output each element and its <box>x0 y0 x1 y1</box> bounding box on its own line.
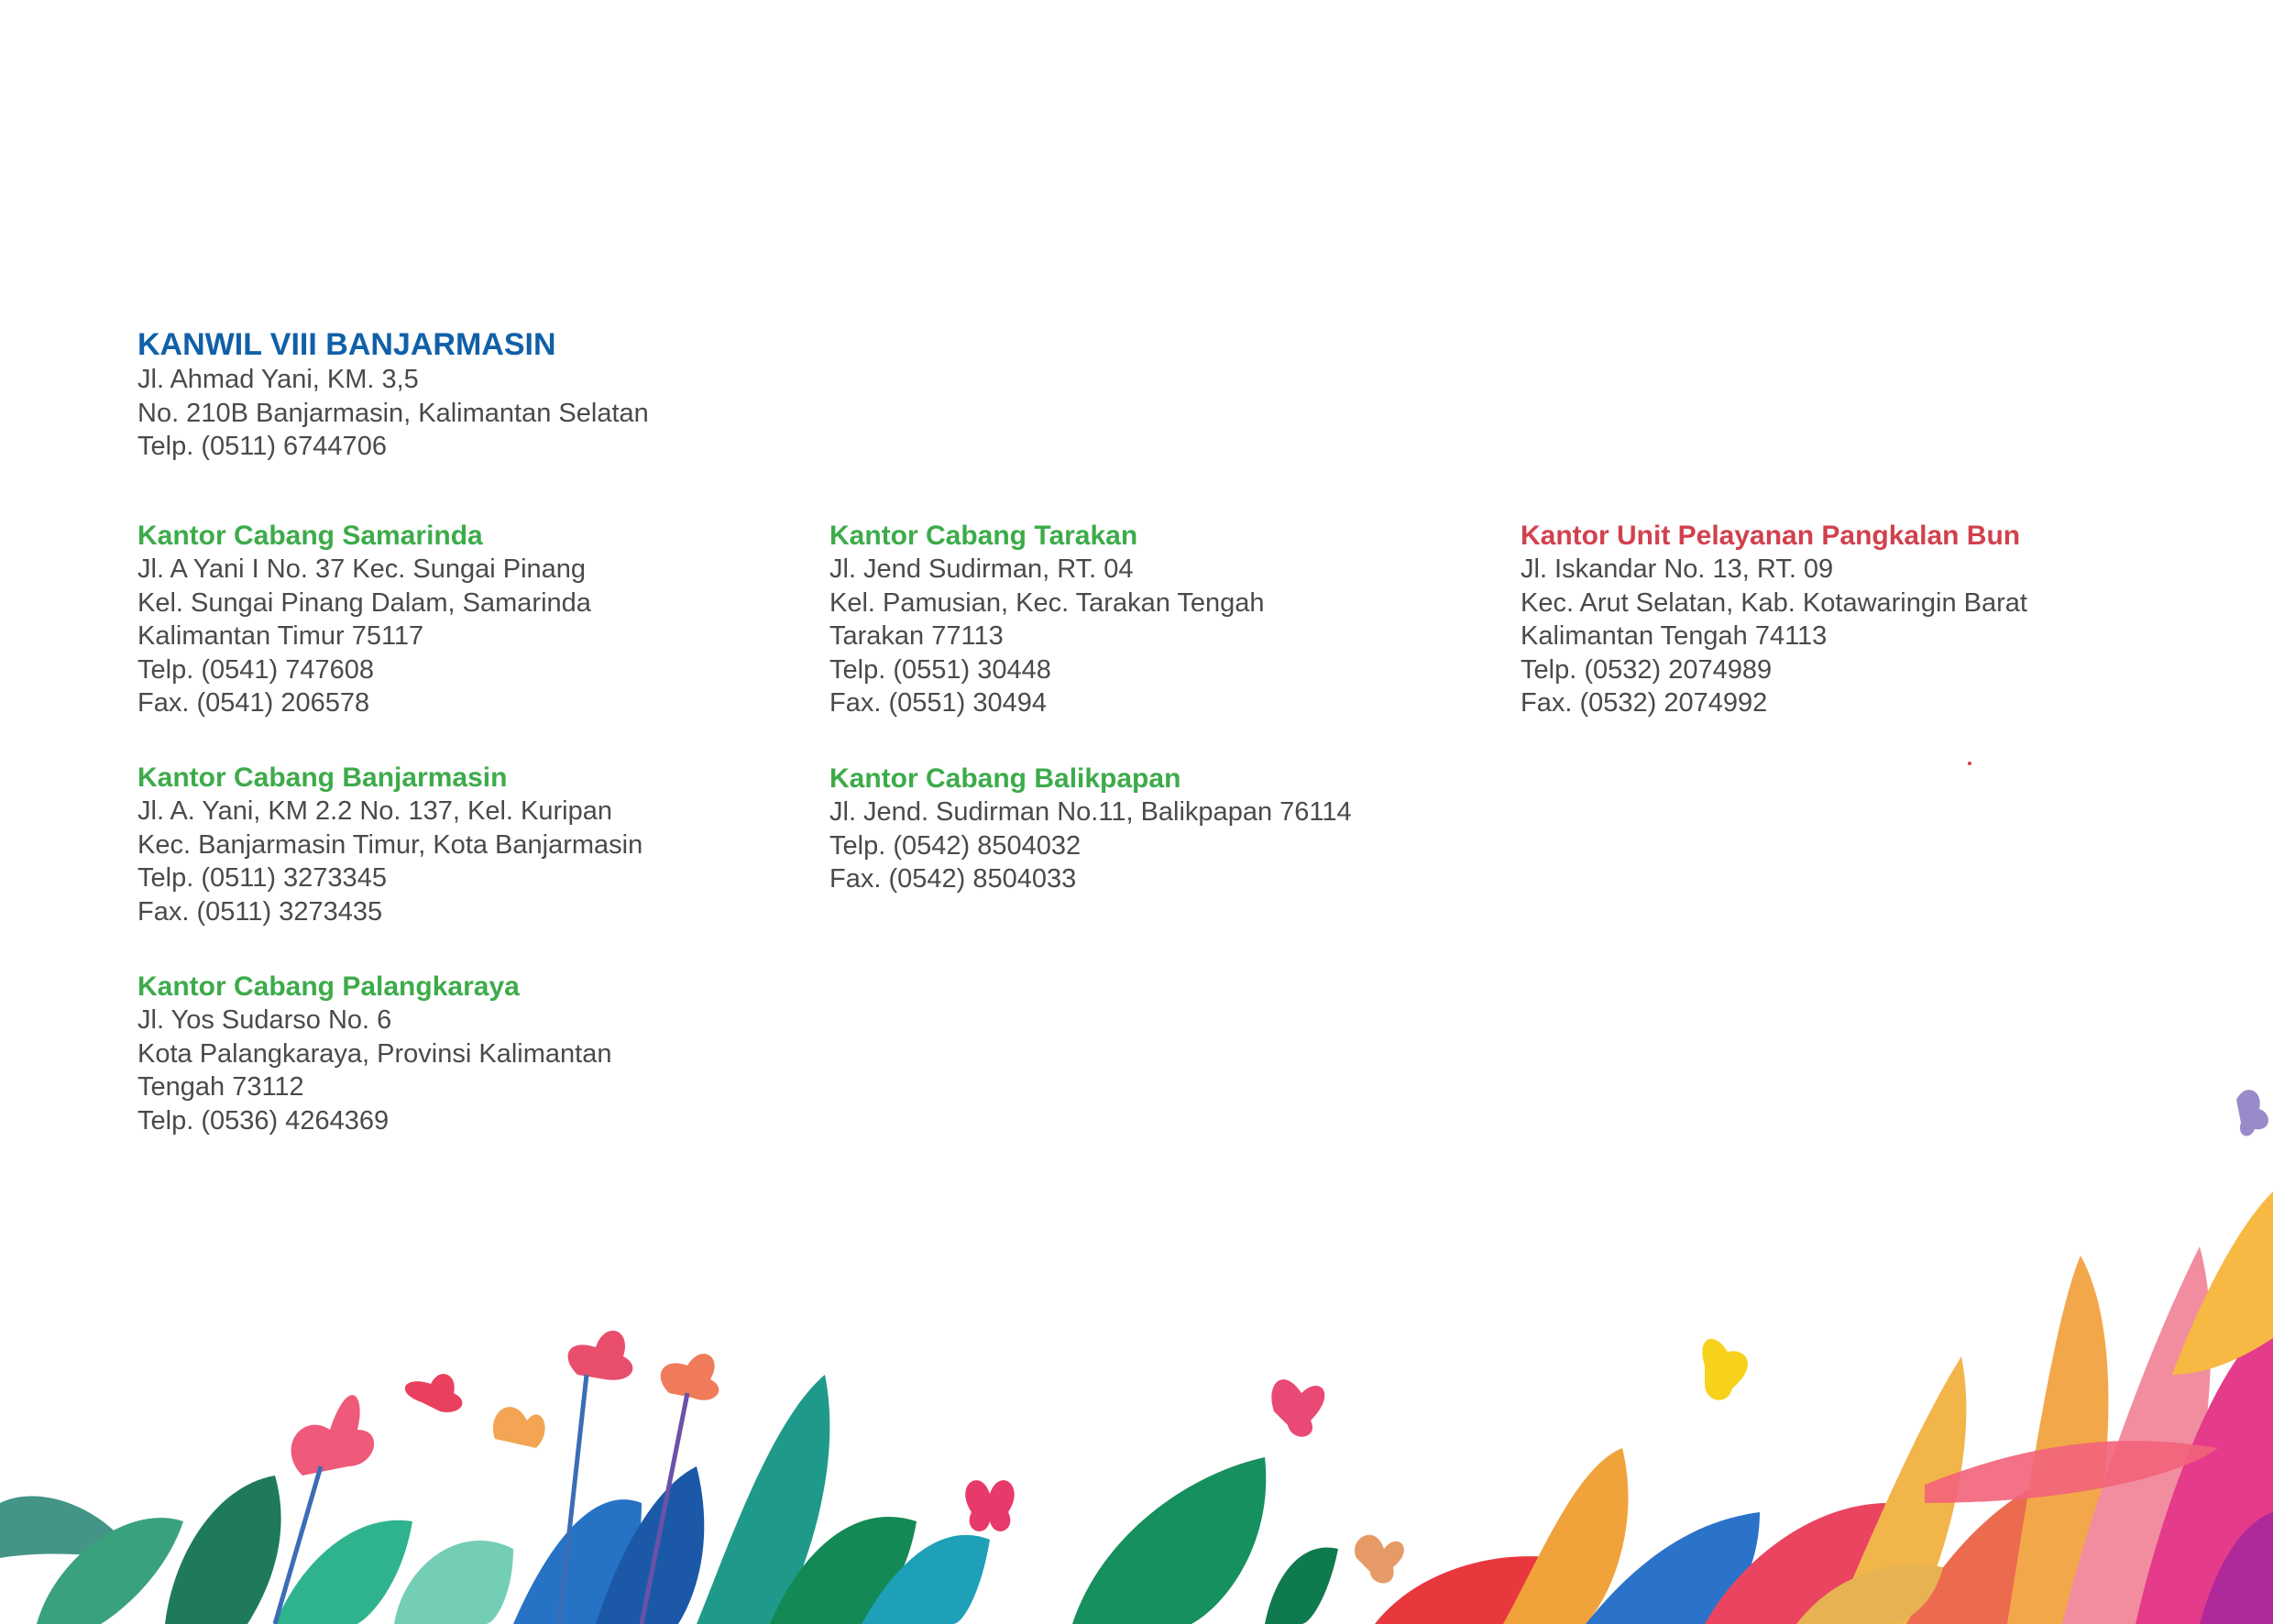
address-line: Jl. A Yani I No. 37 Kec. Sungai Pinang <box>137 554 587 584</box>
fax-line: Fax. (0511) 3273435 <box>137 896 383 927</box>
phone-line: Telp. (0511) 6744706 <box>137 432 387 461</box>
address-line: Jl. A. Yani, KM 2.2 No. 137, Kel. Kuripan <box>137 796 612 826</box>
fax-line: Fax. (0541) 206578 <box>137 688 370 718</box>
address-line: Kota Palangkaraya, Provinsi Kalimantan <box>137 1038 612 1069</box>
address-line: Tarakan 77113 <box>829 621 1004 651</box>
branch-title: Kantor Cabang Palangkaraya <box>137 971 520 1002</box>
address-line: Jl. Jend. Sudirman No.11, Balikpapan 76114 <box>829 797 1352 827</box>
branch-office-tarakan <box>829 519 1265 720</box>
regional-office-title: KANWIL VIII BANJARMASIN <box>137 327 556 362</box>
phone-line: Telp. (0536) 4264369 <box>137 1105 390 1136</box>
phone-line: Telp. (0532) 2074989 <box>1521 654 1773 685</box>
address-line: Jl. Iskandar No. 13, RT. 09 <box>1521 554 1834 584</box>
branch-title: Kantor Cabang Samarinda <box>137 521 483 551</box>
fax-line: Fax. (0551) 30494 <box>829 688 1047 718</box>
branch-title: Kantor Cabang Balikpapan <box>829 763 1181 794</box>
address-line: Kalimantan Timur 75117 <box>137 621 424 651</box>
address-line: Kec. Arut Selatan, Kab. Kotawaringin Barat <box>1521 587 2027 618</box>
regional-office-block <box>137 326 649 464</box>
address-line: Tengah 73112 <box>137 1072 304 1102</box>
phone-line: Telp. (0511) 3273345 <box>137 863 387 893</box>
branch-office-samarinda <box>137 519 591 720</box>
phone-line: Telp. (0551) 30448 <box>829 654 1051 685</box>
phone-line: Telp. (0541) 747608 <box>137 654 374 685</box>
fax-line: Fax. (0542) 8504033 <box>829 864 1077 894</box>
service-unit-pangkalan-bun <box>1521 519 2027 720</box>
address-line: Kel. Pamusian, Kec. Tarakan Tengah <box>829 587 1265 618</box>
address-line: Kel. Sungai Pinang Dalam, Samarinda <box>137 587 591 618</box>
address-line: No. 210B Banjarmasin, Kalimantan Selatan <box>137 398 649 428</box>
branch-office-balikpapan <box>829 762 1352 896</box>
unit-title: Kantor Unit Pelayanan Pangkalan Bun <box>1521 521 2021 551</box>
phone-line: Telp. (0542) 8504032 <box>829 830 1082 861</box>
address-line: Jl. Yos Sudarso No. 6 <box>137 1005 392 1035</box>
address-line: Kalimantan Tengah 74113 <box>1521 621 1828 651</box>
red-dot-icon <box>1968 762 1971 765</box>
branch-title: Kantor Cabang Banjarmasin <box>137 763 508 793</box>
address-line: Jl. Jend Sudirman, RT. 04 <box>829 554 1134 584</box>
branch-title: Kantor Cabang Tarakan <box>829 521 1138 551</box>
address-line: Kec. Banjarmasin Timur, Kota Banjarmasin <box>137 829 643 860</box>
address-line: Jl. Ahmad Yani, KM. 3,5 <box>137 365 419 394</box>
branch-office-banjarmasin <box>137 761 642 928</box>
branch-office-palangkaraya <box>137 970 611 1137</box>
fax-line: Fax. (0532) 2074992 <box>1521 688 1768 718</box>
